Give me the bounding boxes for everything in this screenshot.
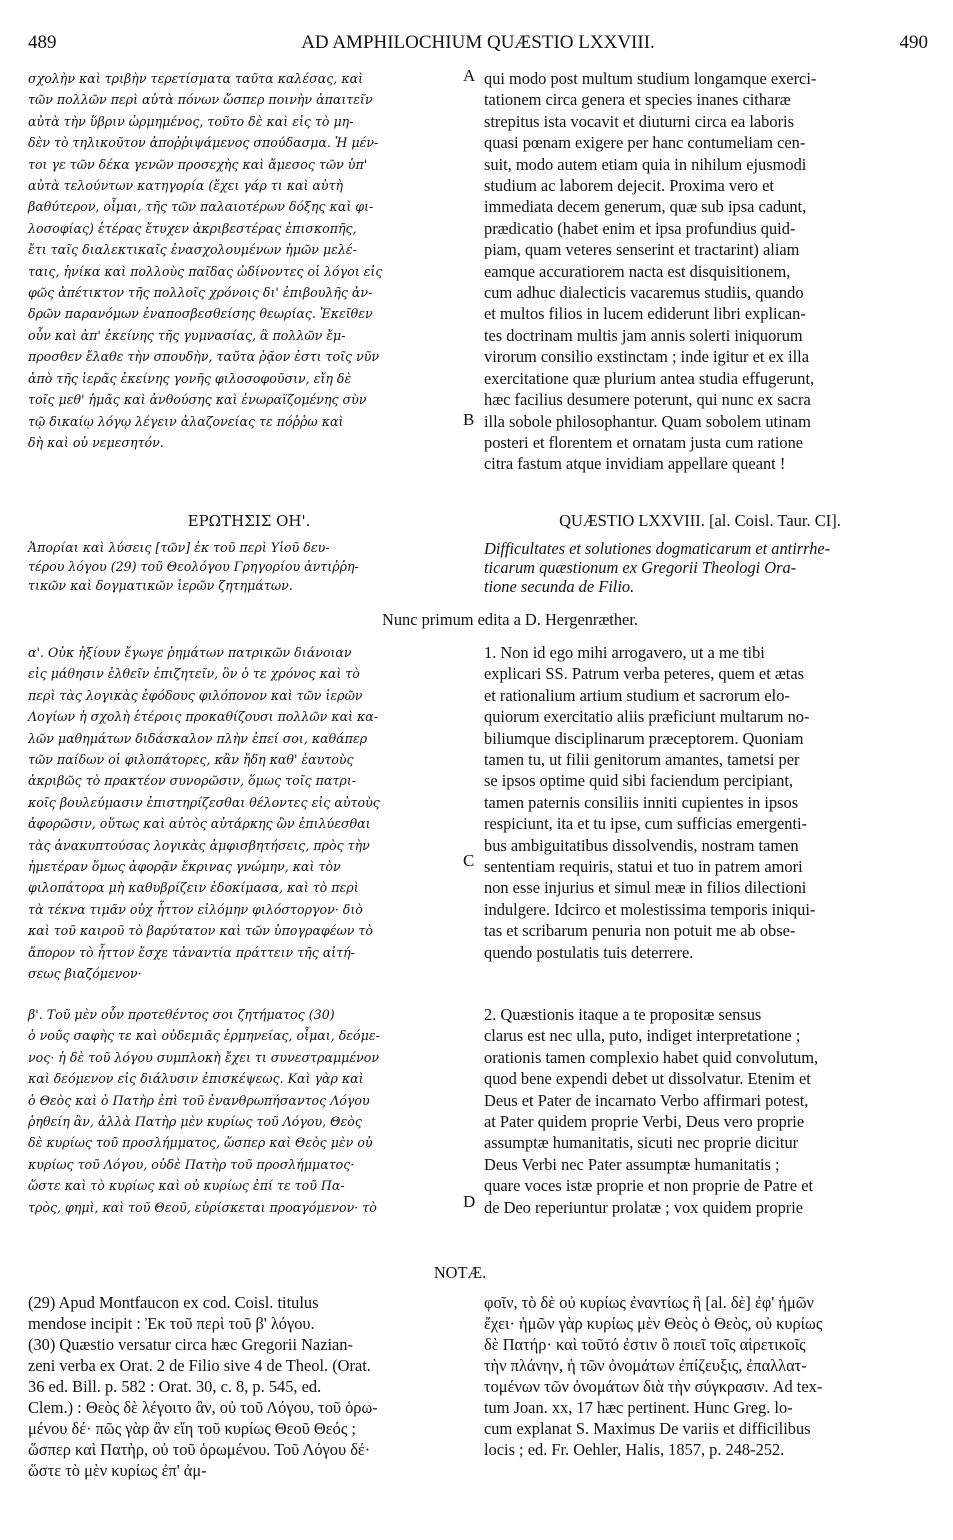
latin-subtitle-line: tione secunda de Filio. (484, 577, 635, 596)
latin-text-line: hæc facilius desumere poterunt, qui nunc ex sacra (484, 390, 811, 410)
latin-text-line: 1. Non id ego mihi arrogavero, ut a me tibi (484, 643, 765, 662)
margin-mark-c: C (463, 851, 475, 870)
greek-text-line: δὴ καὶ οὐ νεμεσητόν. (28, 434, 164, 450)
latin-text-line: strepitus ista vocavit et diuturni circa ea laboris (484, 111, 794, 131)
latin-text-line: at Pater quidem proprie Verbi, Deus vero proprie (484, 1112, 805, 1132)
notes-right (484, 1292, 916, 1460)
latin-heading: QUÆSTIO LXXVIII. [al. Coisl. Taur. CI]. (559, 511, 841, 530)
greek-text-line: φιλοπάτορα μὴ καθυβρίζειν ἐδοκίμασα, καὶ τὸ περὶ (28, 880, 359, 896)
greek-text-line: ὥστε καὶ τὸ κυρίως καὶ οὐ κυρίως ἐπί τε τοῦ Πα- (28, 1178, 345, 1194)
latin-text-line: 2. Quæstionis itaque a te propositæ sensus (484, 1005, 762, 1024)
greek-text-line: τρὸς, φημὶ, καὶ τοῦ Θεοῦ, εὑρίσκεται προαγόμενον· τὸ (28, 1199, 377, 1215)
latin-text-line: orationis tamen complexio habet quid convolutum, (484, 1047, 819, 1067)
greek-text-line: τοῖς μεθ' ἡμᾶς καὶ ἀνθούσης καὶ ἐνωραϊζομένης σὺν (28, 392, 367, 408)
note-line: mendose incipit : Ἐκ τοῦ περὶ τοῦ β' λόγου. (28, 1314, 315, 1333)
greek-text-line: ἔτι ταῖς διαλεκτικαῖς ἐνασχολουμένων ἡμῶν μελέ- (28, 242, 357, 258)
latin-subtitle (484, 539, 916, 596)
latin-text-line: prædicatio (habet enim et ipsa profundius quid- (484, 218, 796, 238)
edition-note: Nunc primum edita a D. Hergenræther. (382, 610, 638, 629)
greek-text-line: λοσοφίας) ἑτέρας ἔτυχεν ἀκριβεστέρας ἐπισκοπῆς, (28, 220, 357, 236)
greek-text-line: φῶς ἀπέτικτον τῆς πολλοῖς χρόνοις δι' ἐπιβουλῆς ἀν- (28, 285, 373, 301)
note-line: (30) Quæstio versatur circa hæc Gregorii Nazian- (28, 1335, 353, 1354)
greek-text-line: τῶν πολλῶν περὶ αὐτὰ πόνων ὥσπερ ποινὴν ἀπαιτεῖν (28, 92, 373, 108)
latin-text-line: biliumque disciplinarum præceptorem. Quoniam (484, 728, 804, 748)
greek-text-line: τῷ δικαίῳ λόγῳ λέγειν ἀλαζονείας τε πόῤῥω καὶ (28, 413, 344, 429)
latin-text-line: assumptæ humanitatis, sicuti nec proprie dicitur (484, 1133, 799, 1153)
greek-text-line: τὰς ἀνακυπτούσας λογικὰς ἀμφισβητήσεις, πρὸς τὴν (28, 837, 370, 853)
latin-text-line: piam, quam veteres senserint et tractarint) aliam (484, 240, 800, 260)
latin-text-line: tationem circa genera et species inanes citharæ (484, 90, 791, 110)
greek-text-line: καὶ δεόμενον εἰς διάλυσιν ἐπισκέψεως. Καὶ γὰρ καὶ (28, 1071, 364, 1087)
latin-text-line: se ipsos optime quid sibi faciendum percipiant, (484, 771, 794, 791)
note-line: (29) Apud Montfaucon ex cod. Coisl. titulus (28, 1293, 319, 1312)
greek-text-line: αὐτὰ τελούντων κατηγορία (ἔχει γάρ τι καὶ αὐτὴ (28, 178, 344, 194)
greek-column-top (28, 68, 470, 453)
latin-text-line: posteri et florentem et ornatam justa cum ratione (484, 432, 804, 452)
latin-subtitle-line: Difficultates et solutiones dogmaticarum et antirrhe- (484, 539, 831, 558)
latin-text-line: explicari SS. Patrum verba peteres, quem et ætas (484, 664, 804, 684)
page-header (28, 32, 928, 56)
greek-paragraph-1 (28, 642, 470, 985)
greek-text-line: β'. Τοῦ μὲν οὖν προτεθέντος σοι ζητήματος (30) (28, 1007, 335, 1022)
note-line: φοῖν, τὸ δὲ οὐ κυρίως ἐναντίως ἢ [al. δὲ] ἐφ' ἡμῶν (484, 1293, 814, 1312)
greek-text-line: ὁ Θεὸς καὶ ὁ Πατὴρ ἐπὶ τοῦ ἐνανθρωπήσαντος Λόγου (28, 1092, 370, 1108)
margin-mark-b: B (463, 410, 475, 429)
greek-text-line: ἀπὸ τῆς ἱερᾶς ἐκείνης γονῆς φιλοσοφοῦσιν, εἴη δὲ (28, 370, 352, 386)
right-page-number: 490 (899, 32, 928, 53)
margin-mark-a: A (463, 66, 476, 85)
greek-text-line: σχολὴν καὶ τριβὴν τερετίσματα ταῦτα καλέσας, καὶ (28, 71, 364, 86)
greek-text-line: δρῶν παρανόμων ἐναποσβεσθείσης θεωρίας. Ἐκεῖθεν (28, 306, 373, 322)
latin-text-line: cum adhuc dialecticis vacaremus studiis, quando (484, 283, 804, 303)
greek-text-line: ἀκριβῶς τὸ πρακτέον συνορῶσιν, ὅμως τοῖς πατρι- (28, 773, 357, 789)
greek-text-line: τὰ τέκνα τιμᾶν οὐχ ἧττον εἰλόμην φιλόστοργον· διὸ (28, 901, 363, 917)
latin-text-line: illa sobole philosophantur. Quam sobolem utinam (484, 411, 811, 431)
greek-text-line: ἄπορον τὸ ἧττον ἔσχε τἀναντία πράττειν τῆς αἰτή- (28, 944, 355, 960)
note-line: locis ; ed. Fr. Oehler, Halis, 1857, p. 248-252. (484, 1440, 785, 1459)
greek-text-line: προσθεν ἔλαθε τὴν σπουδὴν, ταῦτα ῥᾷον ἐστι τοῖς νῦν (28, 349, 380, 365)
note-line: tum Joan. xx, 17 hæc pertinent. Hunc Greg. lo- (484, 1398, 793, 1417)
latin-text-line: studium ac laborem dejecit. Proxima vero et (484, 176, 774, 196)
latin-paragraph-1 (484, 642, 916, 963)
left-page-number: 489 (28, 32, 57, 53)
latin-text-line: clarus est nec ulla, puto, indiget interpretatione ; (484, 1026, 801, 1046)
greek-paragraph-2 (28, 1004, 470, 1218)
note-line: ἔχει· ἡμῶν γὰρ κυρίως μὲν Θεὸς ὁ Θεὸς, οὐ κυρίως (484, 1314, 823, 1333)
greek-text-line: ἡμετέραν ὅμως ἀφορᾷν ἔκρινας γνώμην, καὶ τὸν (28, 859, 341, 875)
latin-text-line: tamen paternis consiliis inniti cupientes in ipsos (484, 792, 799, 812)
latin-text-line: indulgere. Idcirco et molestissima temporis iniqui- (484, 899, 816, 919)
greek-text-line: εἰς μάθησιν ἐλθεῖν ἐπιζητεῖν, ὃν ὁ τε χρόνος καὶ τὸ (28, 666, 360, 682)
greek-text-line: ῥηθείη ἂν, ἀλλὰ Πατὴρ μὲν κυρίως τοῦ Λόγου, Θεὸς (28, 1114, 362, 1130)
notes-heading: NOTÆ. (433, 1263, 487, 1282)
latin-column-top (484, 68, 916, 475)
greek-text-line: δὲν τὸ τηλικοῦτον ἀποῤῥιψάμενος σπούδασμα. Ἡ μέν- (28, 135, 379, 151)
greek-text-line: α'. Οὐκ ἠξίουν ἔγωγε ῥημάτων πατρικῶν διάνοιαν (28, 645, 352, 660)
note-line: 36 ed. Bill. p. 582 : Orat. 30, c. 8, p. 545, ed. (28, 1377, 322, 1396)
latin-text-line: tas et scribarum penuria non potuit me ab obse- (484, 921, 796, 941)
greek-text-line: σεως βιαζόμενον· (28, 966, 142, 982)
latin-text-line: tamen tu, ut filii genitorum amantes, tametsi per (484, 750, 800, 770)
greek-text-line: τῶν παίδων οἱ φιλοπάτορες, κἂν ἤδη καθ' ἑαυτοὺς (28, 752, 354, 768)
latin-text-line: exercitatione quæ plurium antea studia effugerunt, (484, 368, 815, 388)
latin-text-line: Deus et Pater de incarnato Verbo affirmari potest, (484, 1090, 809, 1110)
latin-text-line: sententiam requiris, statui et tuo in patrem amori (484, 857, 803, 877)
greek-text-line: δὲ κυρίως τοῦ προσλήμματος, ὥσπερ καὶ Θεὸς μὲν οὐ (28, 1135, 373, 1151)
latin-text-line: et multos filios in lucem ediderunt libri explican- (484, 304, 806, 324)
note-line: cum explanat S. Maximus De variis et difficilibus (484, 1419, 811, 1438)
greek-text-line: ὁ νοῦς σαφὴς τε καὶ οὐδεμιᾶς ἑρμηνείας, οἶμαι, δεόμε- (28, 1028, 380, 1044)
note-line: Clem.) : Θεὸς δὲ λέγοιτο ἂν, οὐ τοῦ Λόγου, τοῦ ὁρω- (28, 1398, 378, 1417)
latin-text-line: virorum consilio exstinctam ; inde igitur et ex illa (484, 347, 810, 367)
note-line: ὥστε τὸ μὲν κυρίως ἐπ' ἀμ- (28, 1461, 207, 1480)
latin-text-line: immediata decem generum, quæ sub ipsa cadunt, (484, 197, 807, 217)
latin-text-line: de Deo reperiuntur prolatæ ; vox quidem proprie (484, 1197, 804, 1217)
greek-subtitle-line: Ἀπορίαι καὶ λύσεις [τῶν] ἐκ τοῦ περὶ Υἱοῦ δευ- (28, 540, 330, 555)
greek-text-line: τοι γε τῶν δέκα γενῶν προσεχὴς καὶ ἄμεσος τῶν ὑπ' (28, 156, 368, 172)
greek-text-line: Λογίων ἡ σχολὴ ἑτέροις προκαθίζουσι πολλῶν καὶ κα- (28, 709, 379, 725)
greek-subtitle-line: τικῶν καὶ δογματικῶν ἱερῶν ζητημάτων. (28, 578, 293, 593)
note-line: τὴν πλάνην, ἡ τῶν ὀνομάτων ἐπίζευξις, ἐπαλλατ- (484, 1356, 807, 1375)
note-line: zeni verba ex Orat. 2 de Filio sive 4 de Theol. (Orat. (28, 1356, 371, 1375)
latin-text-line: tes doctrinam multis jam annis solerti iniquorum (484, 325, 803, 345)
greek-text-line: κοῖς βουλεύμασιν ἐπιστηρίζεσθαι θέλοντες εἰς αὐτοὺς (28, 794, 380, 810)
greek-subtitle-line: τέρου λόγου (29) τοῦ Θεολόγου Γρηγορίου ἀντιῤῥη- (28, 559, 359, 574)
greek-text-line: οὖν καὶ ἀπ' ἐκείνης τῆς γυμνασίας, ἃ πολλῶν ἔμ- (28, 327, 346, 343)
greek-text-line: λῶν μαθημάτων διδάσκαλον πλὴν ἐπεί σοι, καθάπερ (28, 730, 368, 746)
note-line: δὲ Πατήρ· καὶ τοῦτό ἐστιν ὃ ποιεῖ τοῖς αἱρετικοῖς (484, 1335, 806, 1354)
latin-text-line: respiciunt, ita et tu ipse, cum sufficias emergenti- (484, 814, 808, 834)
greek-text-line: κυρίως τοῦ Λόγου, οὐδὲ Πατὴρ τοῦ προσλήμματος· (28, 1156, 355, 1172)
greek-heading: ΕΡΩΤΗΣΙΣ ΟΗ'. (187, 512, 311, 530)
greek-text-line: νος· ἡ δὲ τοῦ λόγου συμπλοκὴ ἔχει τι συνεστραμμένον (28, 1049, 379, 1065)
latin-text-line: quare voces istæ proprie et non proprie de Patre et (484, 1176, 814, 1196)
note-line: τομένων τῶν ὀνομάτων διὰ τὴν σύγκρασιν. Ad tex- (484, 1377, 823, 1396)
latin-subtitle-line: ticarum quæstionum ex Gregorii Theologi Ora- (484, 558, 797, 577)
greek-text-line: αὐτὰ τὴν ὕβριν ὡρμημένος, τοῦτο δὲ καὶ εἰς τὸ μη- (28, 113, 354, 129)
greek-text-line: βαθύτερον, οἶμαι, τῆς τῶν παλαιοτέρων δόξης καὶ φι- (28, 199, 374, 215)
latin-text-line: Deus Verbi nec Pater assumptæ humanitatis ; (484, 1154, 780, 1174)
greek-text-line: ταις, ἡνίκα καὶ πολλοὺς παῖδας ὠδίνοντες οἱ λόγοι εἰς (28, 263, 383, 279)
note-line: μένου δέ· πῶς γὰρ ἂν εἴη τοῦ κυρίως Θεοῦ Θεός ; (28, 1419, 356, 1438)
latin-text-line: quiorum exercitatio aliis præficiunt multarum no- (484, 707, 810, 727)
greek-text-line: καὶ τοῦ καιροῦ τὸ βαρύτατον καὶ τῶν ὑπογραφέων τὸ (28, 923, 373, 939)
latin-text-line: et rationalium artium studium et sacrorum elo- (484, 685, 790, 705)
greek-subtitle (28, 538, 470, 595)
notes-left (28, 1292, 468, 1481)
latin-text-line: suit, modo autem etiam quia in nihilum ejusmodi (484, 154, 807, 174)
margin-mark-d: D (463, 1192, 476, 1211)
note-line: ὥσπερ καὶ Πατὴρ, οὐ τοῦ ὁρωμένου. Τοῦ Λόγου δέ· (28, 1440, 371, 1459)
greek-text-line: περὶ τὰς λογικὰς ἐφόδους φιλόπονον καὶ τῶν ἱερῶν (28, 687, 363, 703)
latin-paragraph-2 (484, 1004, 916, 1218)
latin-text-line: bus ambiguitatibus dissolvendis, nostram tamen (484, 835, 799, 855)
latin-text-line: quasi pœnam exigere per hanc contumeliam cen- (484, 133, 806, 153)
running-title: AD AMPHILOCHIUM QUÆSTIO LXXVIII. (301, 32, 655, 53)
latin-text-line: quod bene expendi debet ut dissolvatur. Etenim et (484, 1069, 811, 1089)
greek-text-line: ἀφορῶσιν, οὕτως καὶ αὐτὸς αὐτάρκης ὢν ἐπιλύεσθαι (28, 816, 371, 832)
latin-text-line: qui modo post multum studium longamque exerci- (484, 69, 817, 88)
latin-text-line: citra fastum atque invidiam appellare queant ! (484, 454, 786, 474)
latin-text-line: non esse injurius et simul meæ in filios dilectioni (484, 878, 807, 898)
latin-text-line: eamque accuratiorem nacta est disquisitionem, (484, 261, 791, 281)
latin-text-line: quendo postulatis tuis deterrere. (484, 942, 694, 962)
